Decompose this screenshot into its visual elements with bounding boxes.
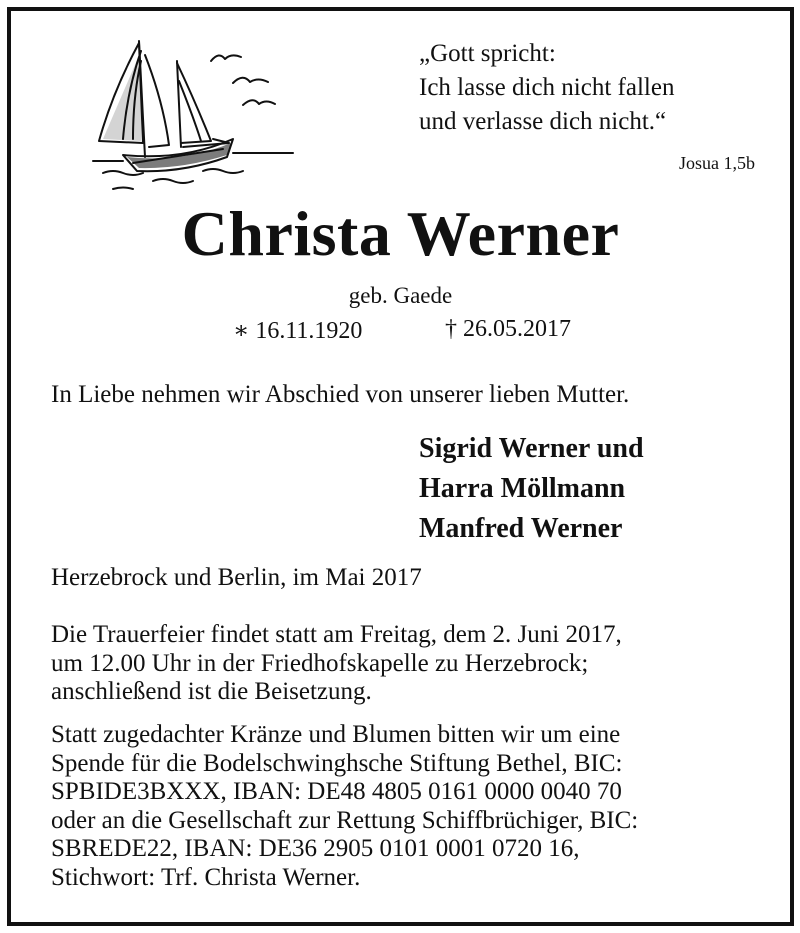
signer-line: Harra Möllmann [419,473,626,504]
deceased-name: Christa Werner [181,198,620,269]
birth-date: ∗ 16.11.1920 [233,318,363,344]
farewell-text: In Liebe nehmen wir Abschied von unserer lieben Mutter. [51,381,630,408]
funeral-line: um 12.00 Uhr in der Friedhofskapelle zu Herzebrock; [51,649,589,677]
quote-source: Josua 1,5b [679,153,755,173]
donation-line: Statt zugedachter Kränze und Blumen bitten wir um eine [51,721,621,748]
donation-line: Spende für die Bodelschwinghsche Stiftung Bethel, BIC: [51,749,623,777]
quote-line: und verlasse dich nicht.“ [419,108,667,135]
funeral-info [51,621,622,707]
funeral-line: anschließend ist die Beisetzung. [51,678,372,705]
bible-quote [419,37,674,139]
funeral-line: Die Trauerfeier findet statt am Freitag, dem 2. Juni 2017, [51,621,622,648]
obituary-notice [7,7,794,926]
place-date: Herzebrock und Berlin, im Mai 2017 [51,564,422,591]
donation-line: SBREDE22, IBAN: DE36 2905 0101 0001 0720 16, [51,835,580,862]
donation-line: Stichwort: Trf. Christa Werner. [51,863,361,891]
signer-line: Sigrid Werner und [419,433,644,464]
birth-name: geb. Gaede [348,283,453,308]
quote-line: „Gott spricht: [419,40,556,67]
donation-line: oder an die Gesellschaft zur Rettung Schiffbrüchiger, BIC: [51,806,639,834]
death-date: † 26.05.2017 [445,316,571,342]
quote-line: Ich lasse dich nicht fallen [419,74,675,101]
sailboat-with-seagulls-icon [83,21,307,201]
donation-line: SPBIDE3BXXX, IBAN: DE48 4805 0161 0000 0040 70 [51,778,622,805]
signers [419,429,644,549]
signer-line: Manfred Werner [419,513,623,544]
donation-info [51,721,638,892]
